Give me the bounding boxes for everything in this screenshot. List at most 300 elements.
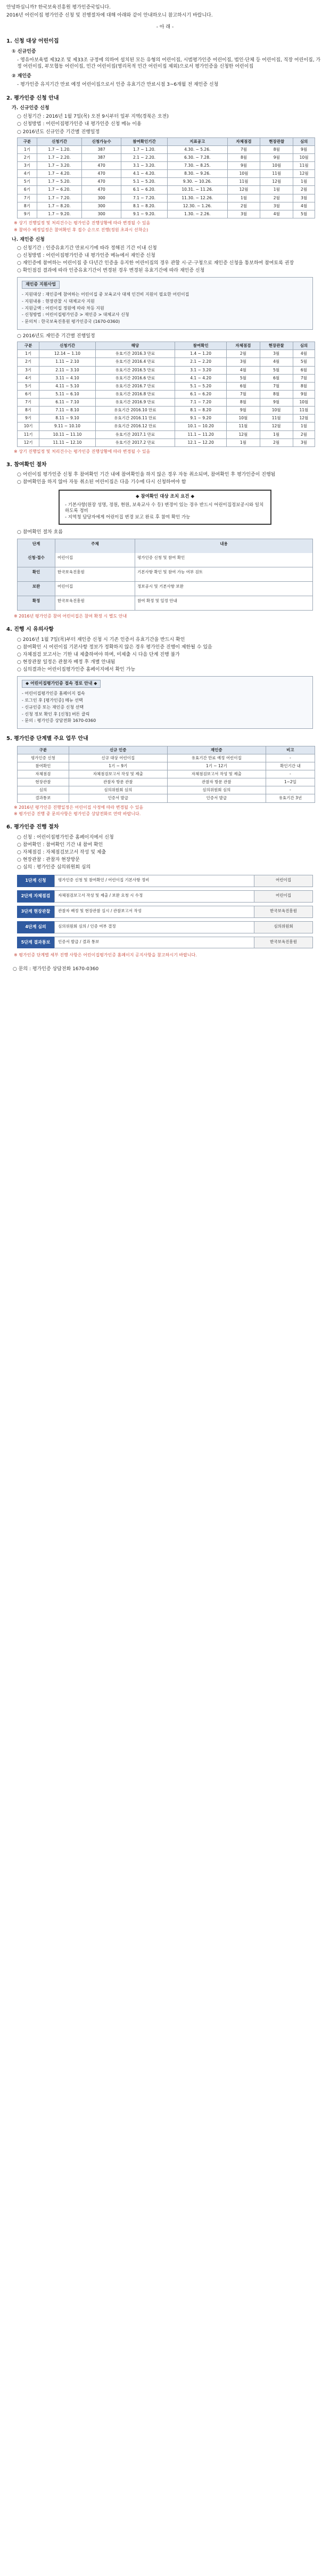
- table-cell: 9.1 ~ 9.20.: [121, 210, 168, 218]
- table-cell: 12월: [227, 186, 260, 194]
- new-cert-schedule-table: [17, 137, 315, 218]
- table-cell: 심의위원회 심의: [69, 786, 167, 794]
- sec2-item-1: ○ 신청방법 : 어린이집평가인증 내 평가인증 신청 메뉴 이용: [17, 121, 142, 127]
- table-cell: 자체점검: [18, 770, 69, 778]
- process-steps: [17, 875, 313, 948]
- table-cell: 5월: [293, 358, 315, 366]
- process-step: [17, 890, 313, 903]
- table-row: [18, 153, 315, 161]
- table-cell: 9.1 ~ 9.20: [175, 415, 226, 422]
- table-cell: 2월: [227, 202, 260, 210]
- intro-heading: - 아 래 -: [156, 25, 174, 30]
- table-cell: 9.30. ~ 10.26.: [167, 178, 227, 186]
- sec2-items2-0: ○ 신청기간 : 인증유효기간 만료시기에 따라 정해진 기간 이내 신청: [17, 245, 157, 251]
- table-cell: 확인기간 내: [266, 762, 315, 770]
- flow-actor: 어린이집: [55, 553, 135, 567]
- table3-body: [18, 754, 315, 802]
- sec4-title: 4. 진행 시 유의사항: [6, 627, 54, 633]
- sec6-title: 6. 평가인증 진행 절차: [6, 824, 59, 831]
- table-cell: 2월: [293, 430, 315, 438]
- table-cell: 6기: [18, 186, 37, 194]
- table-cell: 300: [82, 194, 121, 202]
- participation-conditions-line: - 기본사항(원장 성명, 정원, 현원, 보육교사 수 등) 변경이 있는 경우 반드시 어린이집정보공시와 일치하도록 정비: [65, 502, 264, 514]
- flow-content: 기본사항 확인 및 참여 가능 여부 검토: [135, 567, 312, 581]
- table-cell: 10.1 ~ 10.20: [175, 422, 226, 430]
- table-cell: 1.7 ~ 8.20.: [37, 202, 81, 210]
- table-cell: 3기: [18, 366, 39, 374]
- table-cell: 유효기간 2016.4 만료: [95, 358, 175, 366]
- table1-header: 신청가능수: [82, 137, 121, 145]
- participation-conditions-title: ◆ 참여확인 대상 조치 요건 ◆: [136, 494, 194, 500]
- table-cell: 5기: [18, 178, 37, 186]
- table-cell: 8월: [260, 145, 293, 153]
- sec1-title: 1. 신청 대상 어린이집: [6, 38, 59, 45]
- table3-header-row: [18, 746, 315, 754]
- flow-row: [18, 581, 312, 596]
- table-cell: 6기: [18, 390, 39, 398]
- sec6-item: ○ 현장관찰 : 관찰자 현장방문: [17, 857, 80, 863]
- table-cell: 1기 ~ 12기: [167, 762, 266, 770]
- table-cell: 9월: [227, 162, 260, 170]
- table-cell: 10.31. ~ 11.26.: [167, 186, 227, 194]
- sec5-note: ※ 평가인증 진행 중 문의사항은 평가인증 상담전화로 연락 바랍니다.: [14, 811, 141, 817]
- table-cell: 유효기간 2016.12 만료: [95, 422, 175, 430]
- table-cell: 387: [82, 145, 121, 153]
- table-cell: 12월: [260, 422, 293, 430]
- sec6-item: ○ 참여확인 : 참여확인 기간 내 참여 확인: [17, 842, 103, 848]
- table-row: [18, 374, 315, 382]
- table-row: [18, 178, 315, 186]
- table-cell: 3.1 ~ 3.20: [175, 366, 226, 374]
- table-cell: 4월: [260, 358, 293, 366]
- sec2-item-2: ○ 2016년도 신규인증 기간별 진행일정: [17, 129, 100, 135]
- table-cell: 2.11 ~ 3.10: [39, 366, 96, 374]
- table-row: [18, 186, 315, 194]
- table-cell: 470: [82, 162, 121, 170]
- table-cell: 6.1 ~ 6.20: [175, 390, 226, 398]
- table-cell: 2기: [18, 153, 37, 161]
- table-cell: 자체점검보고서 작성 및 제출: [167, 770, 266, 778]
- sec6-note: ※ 평가인증 단계별 세부 진행 사항은 어린이집평가인증 홈페이지 공지사항을 참고하시기 바랍니다.: [14, 953, 197, 958]
- participation-conditions-box: [59, 490, 271, 525]
- table-cell: 5월: [293, 210, 315, 218]
- table-row: [18, 399, 315, 407]
- table-cell: 2월: [260, 438, 293, 446]
- table-cell: 8.1 ~ 8.20.: [121, 202, 168, 210]
- sec3-item: ○ 어린이집 평가인증 신청 후 참여확인 기간 내에 참여확인을 하지 않은 경우 자동 취소되며, 참여확인 후 평가인증이 진행됨: [17, 472, 276, 478]
- sec5-note: ※ 2016년 평가인증 진행일정은 어린이집 사정에 따라 변경될 수 있음: [14, 805, 144, 810]
- process-step-actor: 심의위원회: [254, 921, 313, 933]
- table-row: [18, 762, 315, 770]
- sec1-sub2: ② 재인증: [12, 74, 31, 79]
- table-cell: 10월: [227, 415, 260, 422]
- flow-row: [18, 567, 312, 581]
- table-cell: 유효기간 2016.6 만료: [95, 374, 175, 382]
- table-cell: 4기: [18, 170, 37, 178]
- table-cell: 1.4 ~ 1.20: [175, 350, 226, 358]
- table-row: [18, 422, 315, 430]
- table-cell: 300: [82, 210, 121, 218]
- table-cell: 7기: [18, 194, 37, 202]
- process-step-label: 4단계 심의: [17, 921, 54, 933]
- table-cell: 11월: [293, 407, 315, 415]
- sec4-item: ○ 자체점검 보고서는 기한 내 제출하여야 하며, 미제출 시 다음 단계 진행 불가: [17, 652, 180, 657]
- table-cell: 10월: [227, 170, 260, 178]
- sec6-item: ○ 자체점검 : 자체점검보고서 작성 및 제출: [17, 849, 106, 855]
- intro-line2: 2016년 어린이집 평가인증 신청 및 진행절차에 대해 아래와 같이 안내하오니 참고하시기 바랍니다.: [6, 13, 213, 19]
- sec4-item: ○ 심의결과는 어린이집평가인증 홈페이지에서 확인 가능: [17, 667, 136, 673]
- table-cell: 10월: [260, 162, 293, 170]
- table-cell: 1월: [260, 430, 293, 438]
- sec2-item-0: ○ 신청기간 : 2016년 1월 7일(목) 오전 9시부터 일부 지역(경북은 오전): [17, 114, 169, 120]
- table-cell: 인증서 발급: [69, 794, 167, 802]
- table-cell: 470: [82, 170, 121, 178]
- table-row: [18, 162, 315, 170]
- flow-content: 평가인증 신청 및 참여 확인: [135, 553, 312, 567]
- table-cell: 유효기간 2016.5 만료: [95, 366, 175, 374]
- table2-header: 자체점검: [227, 342, 260, 350]
- table-cell: 2월: [227, 350, 260, 358]
- table2-header: 현장관찰: [260, 342, 293, 350]
- table-cell: 7.11 ~ 8.10: [39, 407, 96, 415]
- table-cell: 6월: [293, 366, 315, 374]
- process-step-content: 인증서 발급 / 결과 통보: [54, 937, 254, 949]
- recert-support-line: - 문의처 : 한국보육진흥원 평가인증국 (1670-0360): [22, 319, 120, 324]
- table2-caption: ○ 2016년도 재인증 기간별 진행일정: [17, 334, 95, 339]
- sec4-item: ○ 2016년 1월 7일(목)부터 재인증 신청 시 기존 인증서 유효기간을 반드시 확인: [17, 637, 185, 643]
- sec4-item: ○ 참여확인 시 어린이집 기본사항 정보가 정확하지 않은 경우 평가인증 진행이 제한될 수 있음: [17, 644, 212, 650]
- process-step-label: 5단계 결과통보: [17, 937, 54, 949]
- table-cell: -: [266, 786, 315, 794]
- table-cell: 7월: [293, 374, 315, 382]
- table-cell: 5월: [260, 366, 293, 374]
- access-path-line: - 신청 정보 확인 후 [신청] 버튼 클릭: [22, 711, 90, 717]
- table2-header: 신청기간: [39, 342, 96, 350]
- table-cell: 1월: [227, 438, 260, 446]
- table3-header: 비고: [266, 746, 315, 754]
- footer-contact: ○ 문의 : 평가인증 상담전화 1670-0360: [13, 966, 99, 972]
- table-row: [18, 366, 315, 374]
- table1-header: 구분: [18, 137, 37, 145]
- table-cell: 8기: [18, 202, 37, 210]
- table1-header: 참여확인기간: [121, 137, 168, 145]
- process-step-actor: 한국보육진흥원: [254, 906, 313, 918]
- flow-stage: 확인: [18, 567, 55, 581]
- table-cell: 12.30. ~ 1.26.: [167, 202, 227, 210]
- table-cell: 7.1 ~ 7.20.: [121, 194, 168, 202]
- table-cell: 11.11 ~ 12.10: [39, 438, 96, 446]
- table-cell: 9월: [260, 399, 293, 407]
- table-cell: 유효기간 2016.7 만료: [95, 382, 175, 390]
- process-step-label: 3단계 현장관찰: [17, 906, 54, 918]
- process-step-content: 관찰자 배정 및 현장관찰 실시 / 관찰보고서 작성: [54, 906, 254, 918]
- table1-header: 지표공고: [167, 137, 227, 145]
- flow-actor: 한국보육진흥원: [55, 567, 135, 581]
- table-cell: 3월: [293, 438, 315, 446]
- table2-note: ※ 상기 진행일정 및 처리건수는 평가인증 진행상황에 따라 변경될 수 있음: [14, 449, 151, 454]
- table-cell: 5.1 ~ 5.20: [175, 382, 226, 390]
- sec1-sub1-text: - 영유아보육법 제32조 및 제33조 규정에 의하여 설치된 모든 유형의 어린이집, 시범평가인증 어린이집, 법인·단체 등 어린이집, 직장 어린이집, 가정 어린이집, 부모협동 어린이집, 민간 어린이집(영리목적 민간 어린이집 제외)으로서 평가인증을 신청한 어린이집: [17, 58, 321, 70]
- table-cell: 4.30. ~ 5.26.: [167, 145, 227, 153]
- table-cell: 결과통보: [18, 794, 69, 802]
- flow-actor: 한국보육진흥원: [55, 596, 135, 610]
- table-cell: 신규 대상 어린이집: [69, 754, 167, 762]
- table-cell: 1월: [293, 178, 315, 186]
- process-step: [17, 921, 313, 933]
- table-cell: 470: [82, 186, 121, 194]
- flow-stage: 확정: [18, 596, 55, 610]
- flow-row: [18, 553, 312, 567]
- table-cell: 1월: [227, 194, 260, 202]
- table-cell: 9월: [227, 407, 260, 415]
- table-cell: 8.11 ~ 9.10: [39, 415, 96, 422]
- sec5-title: 5. 평가인증 단계별 주요 업무 안내: [6, 736, 88, 742]
- flow-header: 주체: [55, 539, 135, 553]
- table-cell: 1기 ~ 9기: [69, 762, 167, 770]
- table-cell: 1.7 ~ 1.20.: [37, 145, 81, 153]
- table-cell: 2기: [18, 358, 39, 366]
- table-cell: 7기: [18, 399, 39, 407]
- sec2-items2-1: ○ 신청방법 : 어린이집평가인증 내 평가인증 메뉴에서 재인증 신청: [17, 253, 155, 258]
- table1-body: [18, 145, 315, 218]
- recert-support-line: - 신청방법 : 어린이집평가인증 > 재인증 > 대체교사 신청: [22, 312, 129, 318]
- participation-conditions-line: - 지역청 담당자에게 어린이집 변경 보고 완료 후 참여 확인 가능: [65, 514, 191, 520]
- recert-schedule-table: [17, 342, 315, 447]
- stage-duties-table: [17, 746, 315, 803]
- table-cell: 4월: [260, 210, 293, 218]
- table-cell: 1.7 ~ 7.20.: [37, 194, 81, 202]
- table-cell: 5기: [18, 382, 39, 390]
- table2-body: [18, 350, 315, 447]
- table-cell: 12기: [18, 438, 39, 446]
- table-cell: 470: [82, 178, 121, 186]
- table-cell: 1.7 ~ 4.20.: [37, 170, 81, 178]
- table-cell: 4월: [227, 366, 260, 374]
- table-cell: 10월: [293, 153, 315, 161]
- table-cell: 7월: [227, 390, 260, 398]
- sec6-item: ○ 신청 : 어린이집평가인증 홈페이지에서 신청: [17, 834, 114, 840]
- flow-content: 정보공시 및 기본사항 보완: [135, 582, 312, 596]
- table-cell: 12월: [293, 415, 315, 422]
- process-step-label: 1단계 신청: [17, 875, 54, 887]
- recert-support-line: - 지원내용 : 현장관찰 시 대체교사 지원: [22, 298, 95, 304]
- flow-note: ※ 2016년 평가인증 참여 어린이집은 참여 확정 시 별도 안내: [14, 614, 127, 619]
- table-cell: 3.1 ~ 3.20.: [121, 162, 168, 170]
- table-row: [18, 438, 315, 446]
- table-cell: 10월: [260, 407, 293, 415]
- sec1-sub2-text: - 평가인증 유지기간 만료 예정 어린이집으로서 인증 유효기간 만료시점 3~6개월 전 재인증 신청: [17, 82, 219, 88]
- table-cell: 유효기간 2016.10 만료: [95, 407, 175, 415]
- table-cell: 4.1 ~ 4.20.: [121, 170, 168, 178]
- table-cell: 6.30. ~ 7.28.: [167, 153, 227, 161]
- table-cell: 유효기간 2016.9 만료: [95, 399, 175, 407]
- table-cell: 9월: [293, 390, 315, 398]
- table-cell: 11월: [227, 422, 260, 430]
- flow-header-row: [18, 539, 312, 553]
- flow-content: 참여 확정 및 일정 안내: [135, 596, 312, 610]
- table-cell: -: [266, 754, 315, 762]
- table-row: [18, 778, 315, 786]
- table-cell: -: [266, 770, 315, 778]
- table-row: [18, 358, 315, 366]
- flow-caption: ○ 참여확인 절차 흐름: [17, 530, 63, 535]
- access-path-line: - 로그인 후 [평가인증] 메뉴 선택: [22, 697, 83, 703]
- table-cell: 2.1 ~ 2.20.: [121, 153, 168, 161]
- table-cell: 3기: [18, 162, 37, 170]
- table-row: [18, 430, 315, 438]
- table-cell: 12월: [260, 178, 293, 186]
- table-cell: 관찰자 방문 관찰: [167, 778, 266, 786]
- table-cell: 6.11 ~ 7.10: [39, 399, 96, 407]
- table-cell: 12.1 ~ 12.20: [175, 438, 226, 446]
- sec2-items2-2: ○ 재인증에 참여하는 어린이집 중 다년간 인증을 유지한 어린이집의 경우 관할 시·군·구청으로 재인증 신청을 통보하여 참여토록 권장: [17, 260, 294, 266]
- table-cell: 1기: [18, 145, 37, 153]
- table-cell: 9기: [18, 415, 39, 422]
- access-path-line: - 문의 : 평가인증 상담전화 1670-0360: [22, 718, 96, 724]
- table-cell: 3월: [260, 350, 293, 358]
- table-cell: 1.7 ~ 5.20.: [37, 178, 81, 186]
- sec1-sub1: ① 신규인증: [12, 48, 36, 54]
- table-cell: 8월: [227, 153, 260, 161]
- table-row: [18, 794, 315, 802]
- table-cell: 7.30. ~ 8.25.: [167, 162, 227, 170]
- table-cell: 8.1 ~ 8.20: [175, 407, 226, 415]
- table-cell: 8기: [18, 407, 39, 415]
- table1-header: 심의: [293, 137, 315, 145]
- table-row: [18, 786, 315, 794]
- table-cell: 1.30. ~ 2.26.: [167, 210, 227, 218]
- table-cell: 4.11 ~ 5.10: [39, 382, 96, 390]
- table-cell: 6월: [227, 382, 260, 390]
- table-cell: 10.11 ~ 11.10: [39, 430, 96, 438]
- sec2-title: 2. 평가인증 신청 안내: [6, 95, 59, 101]
- table-cell: 5.11 ~ 6.10: [39, 390, 96, 398]
- table-cell: 9.11 ~ 10.10: [39, 422, 96, 430]
- table3-header: 재인증: [167, 746, 266, 754]
- table2-header: 해당: [95, 342, 175, 350]
- table-cell: 300: [82, 202, 121, 210]
- flow-stage: 신청·접수: [18, 553, 55, 567]
- table-cell: 11월: [260, 170, 293, 178]
- process-step-content: 심의위원회 심의 / 인증 여부 결정: [54, 921, 254, 933]
- table-cell: 9월: [293, 145, 315, 153]
- sec2-sub1: 가. 신규인증 신청: [12, 105, 50, 111]
- sec2-items2-3: ○ 확인점검 결과에 따라 인증유효기간이 변경된 경우 변경된 유효기간에 따라 재인증 신청: [17, 268, 205, 274]
- flow-row: [18, 596, 312, 610]
- table-cell: 3월: [260, 202, 293, 210]
- table-row: [18, 390, 315, 398]
- table-cell: 4월: [293, 350, 315, 358]
- table-cell: 인증서 발급: [167, 794, 266, 802]
- access-path-box: [17, 676, 313, 729]
- table-row: [18, 145, 315, 153]
- table-cell: 9기: [18, 210, 37, 218]
- process-step-content: 자체점검보고서 작성 및 제출 / 보완 요청 시 수정: [54, 890, 254, 903]
- table2-header-row: [18, 342, 315, 350]
- table-row: [18, 202, 315, 210]
- access-path-line: - 어린이집평가인증 홈페이지 접속: [22, 691, 85, 696]
- table-cell: 5.1 ~ 5.20.: [121, 178, 168, 186]
- access-path-tag: ◆ 어린이집평가인증 접속 경로 안내 ◆: [22, 680, 101, 688]
- sec2-sub2: 나. 재인증 신청: [12, 237, 45, 242]
- table-cell: 유효기간 2016.11 만료: [95, 415, 175, 422]
- table-row: [18, 350, 315, 358]
- table-row: [18, 170, 315, 178]
- table-cell: 11기: [18, 430, 39, 438]
- table1-header: 현장관찰: [260, 137, 293, 145]
- table-cell: 11월: [293, 162, 315, 170]
- participation-flow-table: [17, 539, 313, 611]
- table1-header: 신청기간: [37, 137, 81, 145]
- table-cell: 관찰자 방문 관찰: [69, 778, 167, 786]
- process-step: [17, 875, 313, 887]
- table-cell: 8월: [293, 382, 315, 390]
- table-row: [18, 415, 315, 422]
- process-step: [17, 906, 313, 918]
- table-cell: 8.30. ~ 9.26.: [167, 170, 227, 178]
- table-cell: 유효기간 3년: [266, 794, 315, 802]
- table-cell: 11.1 ~ 11.20: [175, 430, 226, 438]
- table-cell: 평가인증 신청: [18, 754, 69, 762]
- table-cell: 현장관찰: [18, 778, 69, 786]
- process-step-actor: 어린이집: [254, 875, 313, 887]
- table-cell: 7.1 ~ 7.20: [175, 399, 226, 407]
- table-cell: 2월: [260, 194, 293, 202]
- table-cell: 9월: [260, 153, 293, 161]
- table1-note1: ※ 상기 진행일정 및 처리건수는 평가인증 진행상황에 따라 변경될 수 있음: [14, 220, 151, 225]
- table-cell: 1.7 ~ 6.20.: [37, 186, 81, 194]
- table-cell: 12월: [293, 170, 315, 178]
- flow-stage: 보완: [18, 582, 55, 596]
- flow-body: [18, 553, 312, 610]
- table-cell: 4.1 ~ 4.20: [175, 374, 226, 382]
- table-cell: 1.7 ~ 2.20.: [37, 153, 81, 161]
- table-cell: 심의위원회 심의: [167, 786, 266, 794]
- table-cell: 1기: [18, 350, 39, 358]
- access-path-line: - 신규인증 또는 재인증 신청 선택: [22, 704, 84, 710]
- table-row: [18, 210, 315, 218]
- sec3-item: ○ 참여확인을 하지 않아 자동 취소된 어린이집은 다음 기수에 다시 신청하여야 함: [17, 480, 186, 485]
- table2-header: 구분: [18, 342, 39, 350]
- table-cell: 11월: [227, 178, 260, 186]
- sec6-item: ○ 심의 : 평가인증 심의위원회 심의: [17, 865, 91, 871]
- table-cell: 3월: [227, 210, 260, 218]
- table-cell: 참여확인: [18, 762, 69, 770]
- table-cell: 8월: [260, 390, 293, 398]
- table-cell: 1월: [293, 422, 315, 430]
- sec3-title: 3. 참여확인 절차: [6, 461, 47, 468]
- flow-header: 단계: [18, 539, 55, 553]
- process-step-actor: 한국보육진흥원: [254, 937, 313, 949]
- table-cell: 10월: [293, 399, 315, 407]
- table-row: [18, 407, 315, 415]
- sec4-item: ○ 현장관찰 일정은 관찰자 배정 후 개별 안내됨: [17, 660, 116, 665]
- table-cell: 유효기간 2017.2 만료: [95, 438, 175, 446]
- table-row: [18, 382, 315, 390]
- table2-header: 참여확인: [175, 342, 226, 350]
- table-cell: 12월: [227, 430, 260, 438]
- table-cell: 4기: [18, 374, 39, 382]
- table-cell: 2월: [293, 186, 315, 194]
- table-cell: 1.7 ~ 9.20.: [37, 210, 81, 218]
- recert-support-line: - 지원금액 : 어린이집 정원에 따라 차등 지원: [22, 305, 104, 311]
- table2-header: 심의: [293, 342, 315, 350]
- table-cell: 5월: [227, 374, 260, 382]
- table-cell: 12.14 ~ 1.10: [39, 350, 96, 358]
- recert-support-box: [17, 277, 313, 330]
- table-row: [18, 770, 315, 778]
- process-step-content: 평가인증 신청 및 참여확인 / 어린이집 기본사항 정비: [54, 875, 254, 887]
